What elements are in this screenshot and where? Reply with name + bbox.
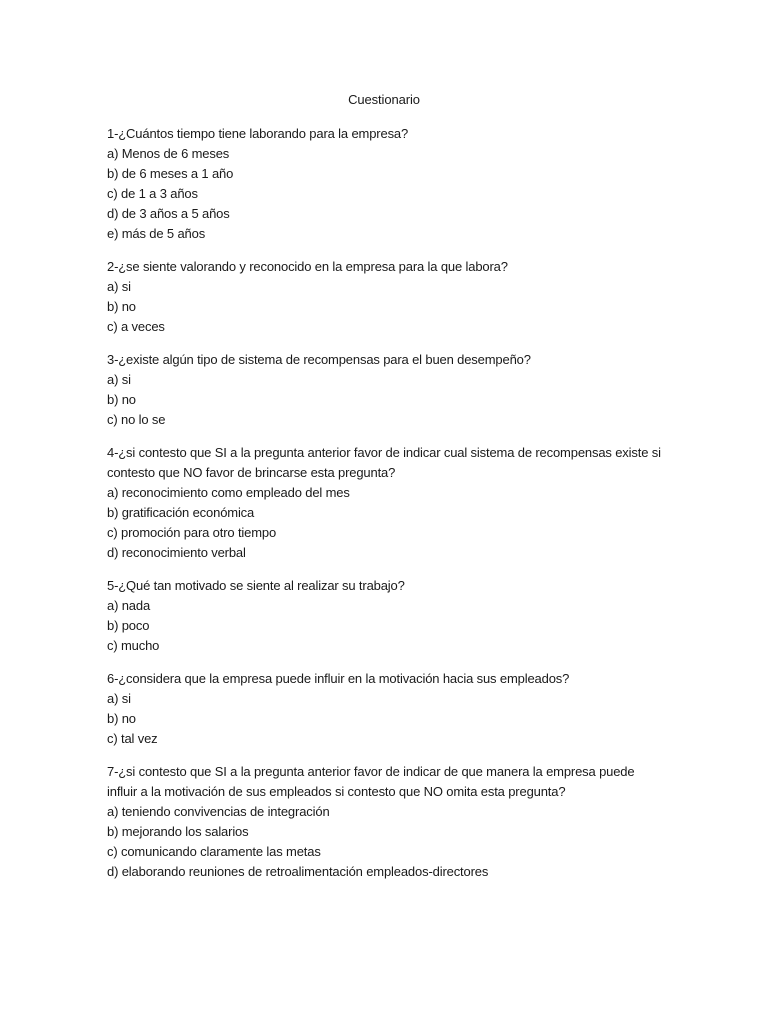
question-2 [107,257,667,337]
document-title: Cuestionario [348,92,420,107]
question-1 [107,124,667,244]
question-7 [107,762,667,882]
question-5-option-a: a) nada [107,598,151,613]
question-4-option-c: c) promoción para otro tiempo [107,525,277,540]
question-1-option-b: b) de 6 meses a 1 año [107,166,234,181]
question-1-option-d: d) de 3 años a 5 años [107,206,230,221]
question-5-text: 5-¿Qué tan motivado se siente al realizar su trabajo? [107,578,405,593]
question-4 [107,443,667,563]
question-5-option-c: c) mucho [107,638,160,653]
question-3-option-a: a) si [107,372,131,387]
question-6-option-c: c) tal vez [107,731,158,746]
question-6-option-b: b) no [107,711,136,726]
question-2-text: 2-¿se siente valorando y reconocido en la empresa para la que labora? [107,259,508,274]
question-4-option-a: a) reconocimiento como empleado del mes [107,485,350,500]
question-4-option-b: b) gratificación económica [107,505,255,520]
question-3 [107,350,667,430]
question-2-option-b: b) no [107,299,136,314]
question-4-text-line-2: contesto que NO favor de brincarse esta pregunta? [107,465,396,480]
question-3-option-b: b) no [107,392,136,407]
question-6 [107,669,667,749]
question-7-text-line-1: 7-¿si contesto que SI a la pregunta anterior favor de indicar de que manera la empresa puede [107,764,635,779]
question-6-option-a: a) si [107,691,131,706]
question-1-option-c: c) de 1 a 3 años [107,186,198,201]
question-1-option-a: a) Menos de 6 meses [107,146,230,161]
questionnaire [107,124,667,895]
question-7-option-c: c) comunicando claramente las metas [107,844,321,859]
question-3-option-c: c) no lo se [107,412,166,427]
question-7-option-b: b) mejorando los salarios [107,824,249,839]
question-2-option-c: c) a veces [107,319,165,334]
question-7-option-a: a) teniendo convivencias de integración [107,804,330,819]
question-4-text-line-1: 4-¿si contesto que SI a la pregunta anterior favor de indicar cual sistema de recompensas existe si [107,445,661,460]
question-1-text: 1-¿Cuántos tiempo tiene laborando para la empresa? [107,126,409,141]
question-7-option-d: d) elaborando reuniones de retroalimentación empleados-directores [107,864,489,879]
question-2-option-a: a) si [107,279,131,294]
question-7-text-line-2: influir a la motivación de sus empleados si contesto que NO omita esta pregunta? [107,784,566,799]
question-5-option-b: b) poco [107,618,150,633]
question-3-text: 3-¿existe algún tipo de sistema de recompensas para el buen desempeño? [107,352,531,367]
question-6-text: 6-¿considera que la empresa puede influir en la motivación hacia sus empleados? [107,671,570,686]
question-1-option-e: e) más de 5 años [107,226,206,241]
question-5 [107,576,667,656]
question-4-option-d: d) reconocimiento verbal [107,545,246,560]
